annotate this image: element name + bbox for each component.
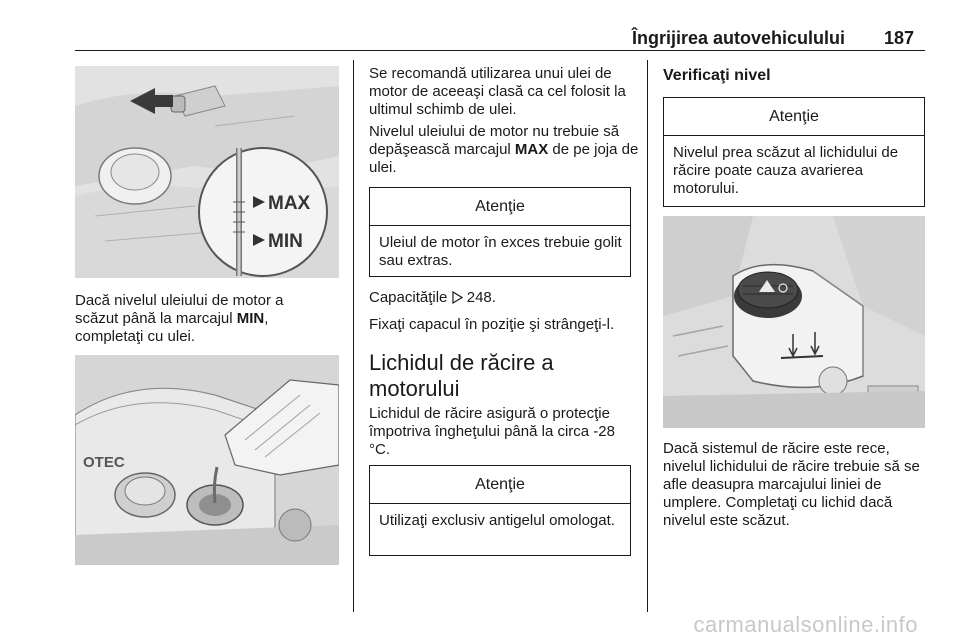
- capacity-label: Capacităţile: [369, 289, 448, 306]
- warning-text: Nivelul prea scăzut al lichidului de răcire poate cauza avarierea motorului.: [673, 144, 899, 197]
- oil-fill-figure: [75, 355, 339, 565]
- oil-level-paragraph: [75, 292, 345, 346]
- recommend-oil-paragraph: Se recomandă utilizarea unui ulei de motor de aceeaşi clasă ca cel folosit la ultimul schimb de ulei.: [369, 65, 626, 118]
- coolant-section-heading: Lichidul de răcire a motorului: [369, 350, 554, 401]
- column-divider: [353, 60, 354, 612]
- min-mark-label: MIN: [268, 231, 303, 252]
- page-number: 187: [884, 28, 915, 48]
- warning-title: Atenţie: [370, 188, 630, 226]
- oil-text-line2-post: ,: [264, 310, 269, 327]
- warning-title: Atenţie: [664, 98, 924, 136]
- cap-instruction: Fixaţi capacul în poziţie şi strângeţi-l.: [369, 316, 615, 333]
- oil-max-pre: Nivelul uleiului de motor nu trebuie să depăşească marcajul: [369, 123, 620, 158]
- warning-text: Utilizaţi exclusiv antigelul omologat.: [379, 512, 615, 529]
- coolant-paragraph: Lichidul de răcire asigură o protecţie împotriva îngheţului până la circa -28 °C.: [369, 405, 615, 458]
- capacity-page-ref[interactable]: 248.: [466, 289, 496, 306]
- oil-max-post: de pe joja de ulei.: [369, 141, 639, 176]
- warning-text: Uleiul de motor în exces trebuie golit sau extras.: [379, 234, 622, 269]
- warning-title: Atenţie: [370, 466, 630, 504]
- watermark: carmanualsonline.info: [693, 612, 918, 637]
- column-divider: [647, 60, 648, 612]
- max-mark-label: MAX: [268, 193, 311, 214]
- coolant-reservoir-figure: [663, 216, 925, 428]
- oil-text-line2-pre: scăzut până la marcajul: [75, 310, 237, 327]
- max-bold: MAX: [514, 141, 549, 158]
- warning-box-coolant-level: [663, 97, 925, 207]
- warning-box-antifreeze: [369, 465, 631, 556]
- header-title: Îngrijirea autovehiculului: [632, 28, 846, 48]
- page-reference-icon[interactable]: [452, 291, 463, 309]
- dipstick-figure: [75, 66, 339, 278]
- oil-text-line1: Dacă nivelul uleiului de motor a: [75, 292, 284, 309]
- min-bold: MIN: [236, 310, 265, 327]
- capacity-reference: [369, 289, 639, 309]
- check-level-heading: Verificaţi nivel: [663, 67, 771, 84]
- oil-max-paragraph: [369, 123, 639, 177]
- coolant-check-paragraph: Dacă sistemul de răcire este rece, nivelul lichidului de răcire trebuie să se afle deasupra marcajului liniei de umplere. Completaţi cu lichid dacă nivelul este scăzut.: [663, 440, 920, 529]
- oil-text-line3: completaţi cu ulei.: [75, 328, 196, 345]
- engine-cover-lettering: OTEC: [83, 454, 125, 471]
- warning-box-excess-oil: [369, 187, 631, 277]
- header-rule: [75, 50, 925, 51]
